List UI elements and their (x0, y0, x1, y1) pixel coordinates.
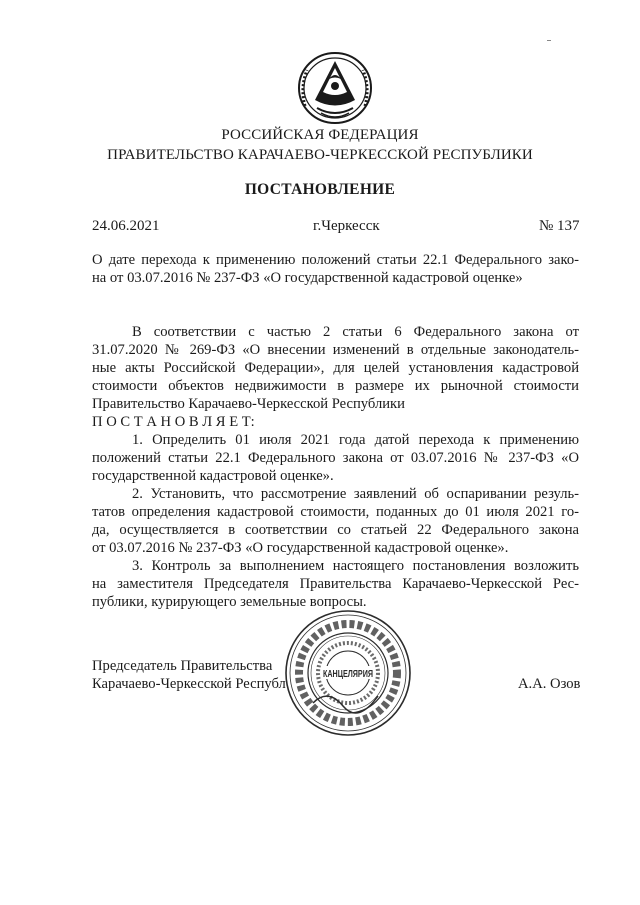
preamble-line: ные акты Российской Федерации», для целей установления кадастровой (92, 360, 579, 376)
government-heading: ПРАВИТЕЛЬСТВО КАРАЧАЕВО-ЧЕРКЕССКОЙ РЕСПУБЛИКИ (107, 147, 533, 163)
country-heading: РОССИЙСКАЯ ФЕДЕРАЦИЯ (221, 127, 419, 143)
preamble-line: стоимости объектов недвижимости в размере их рыночной стоимости (92, 378, 579, 394)
preamble-line: В соответствии с частью 2 статьи 6 Федерального закона от (132, 324, 579, 340)
item-1-line: 1. Определить 01 июля 2021 года датой перехода к применению (132, 432, 579, 448)
item-1-line: государственной кадастровой оценке». (92, 468, 334, 484)
signatory-name: А.А. Озов (518, 676, 581, 692)
subject-line: на от 03.07.2016 № 237-ФЗ «О государственной кадастровой оценке» (92, 270, 523, 286)
document-type-title: ПОСТАНОВЛЕНИЕ (244, 181, 396, 198)
signatory-title: Карачаево-Черкесской Республ (92, 676, 286, 692)
stamp-center-text: КАНЦЕЛЯРИЯ (323, 669, 373, 680)
subject-line: О дате перехода к применению положений статьи 22.1 Федерального зако- (92, 252, 579, 268)
item-3-line: на заместителя Председателя Правительства Карачаево-Черкесской Рес- (92, 576, 579, 592)
item-2-line: от 03.07.2016 № 237-ФЗ «О государственной кадастровой оценке». (92, 540, 509, 556)
item-2-line: 2. Установить, что рассмотрение заявлений об оспаривании резуль- (132, 486, 579, 502)
item-3-line: 3. Контроль за выполнением настоящего постановления возложить (132, 558, 579, 574)
preamble-line: 31.07.2020 № 269-ФЗ «О внесении изменений в отдельные законодатель- (92, 342, 579, 358)
signatory-title: Председатель Правительства (92, 658, 273, 674)
scan-mark (547, 40, 551, 41)
item-3-line: публики, курирующего земельные вопросы. (92, 594, 367, 610)
preamble-line: Правительство Карачаево-Черкесской Республики (92, 396, 405, 412)
document-place: г.Черкесск (313, 218, 380, 234)
resolves-heading: П О С Т А Н О В Л Я Е Т: (92, 414, 255, 430)
document-number: № 137 (539, 218, 580, 234)
official-seal-stamp (283, 608, 413, 738)
coat-of-arms-emblem (295, 48, 375, 128)
document-date: 24.06.2021 (92, 218, 160, 234)
item-1-line: положений статьи 22.1 Федерального закона от 03.07.2016 № 237-ФЗ «О (92, 450, 579, 466)
item-2-line: татов определения кадастровой стоимости, поданных до 01 июля 2021 го- (92, 504, 579, 520)
item-2-line: да, осуществляется в соответствии со статьей 22 Федерального закона (92, 522, 579, 538)
